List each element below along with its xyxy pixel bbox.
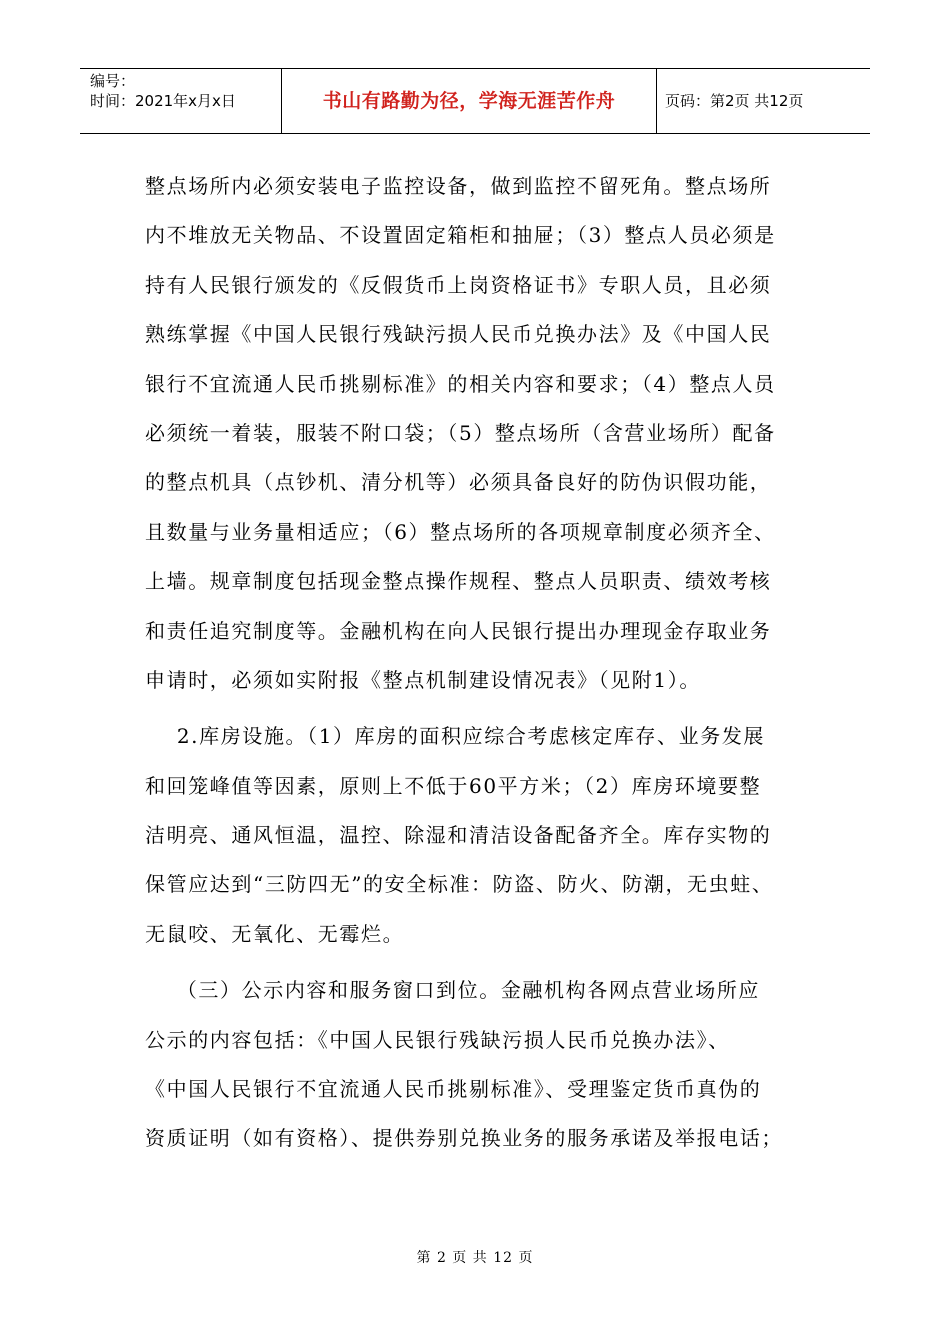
text-line: 银行不宜流通人民币挑剔标准》的相关内容和要求；（4）整点人员 [145, 371, 776, 396]
text-line: 持有人民银行颁发的《反假货币上岗资格证书》专职人员，且必须 [145, 272, 772, 297]
text-line: 《中国人民银行不宜流通人民币挑剔标准》、受理鉴定货币真伪的 [145, 1077, 762, 1102]
paragraph-3 [145, 966, 810, 1164]
text-line: 无鼠咬、无氧化、无霉烂。 [145, 921, 405, 946]
text-line: 必须统一着装，服装不附口袋；（5）整点场所（含营业场所）配备 [145, 420, 776, 445]
document-body [145, 162, 810, 1164]
paragraph-2 [145, 712, 810, 959]
document-number-label: 编号： [90, 72, 136, 90]
text-line: 公示的内容包括：《中国人民银行残缺污损人民币兑换办法》、 [145, 1027, 730, 1052]
text-line: 资质证明（如有资格）、提供券别兑换业务的服务承诺及举报电话； [145, 1126, 783, 1151]
text-line: 熟练掌握《中国人民银行残缺污损人民币兑换办法》及《中国人民 [145, 322, 772, 347]
document-date: 时间：2021年x月x日 [90, 92, 236, 110]
header-motto: 书山有路勤为径，学海无涯苦作舟 [282, 69, 657, 133]
document-header [80, 68, 870, 134]
header-meta [80, 69, 282, 133]
text-line: （三）公示内容和服务窗口到位。金融机构各网点营业场所应 [145, 978, 761, 1003]
text-line: 且数量与业务量相适应；（6）整点场所的各项规章制度必须齐全、 [145, 519, 776, 544]
text-line: 上墙。规章制度包括现金整点操作规程、整点人员职责、绩效考核 [145, 569, 772, 594]
paragraph-gap [145, 959, 810, 966]
text-line: 的整点机具（点钞机、清分机等）必须具备良好的防伪识假功能， [145, 470, 772, 495]
header-page-info: 页码：第2页 共12页 [665, 92, 804, 110]
paragraph-1 [145, 162, 810, 705]
text-line: 整点场所内必须安装电子监控设备，做到监控不留死角。整点场所 [145, 174, 772, 198]
text-line: 2.库房设施。（1）库房的面积应综合考虑核定库存、业务发展 [145, 724, 766, 749]
text-line: 洁明亮、通风恒温，温控、除湿和清洁设备配备齐全。库存实物的 [145, 823, 772, 848]
text-line: 内不堆放无关物品、不设置固定箱柜和抽屉；（3）整点人员必须是 [145, 223, 776, 248]
paragraph-gap [145, 705, 810, 712]
text-line: 申请时，必须如实附报《整点机制建设情况表》（见附1）。 [145, 667, 701, 692]
page-footer: 第 2 页 共 12 页 [416, 1250, 534, 1266]
text-line: 保管应达到“三防四无”的安全标准：防盗、防火、防潮，无虫蛀、 [145, 872, 774, 897]
text-line: 和回笼峰值等因素，原则上不低于60平方米；（2）库房环境要整 [145, 773, 762, 798]
text-line: 和责任追究制度等。金融机构在向人民银行提出办理现金存取业务 [145, 618, 772, 643]
